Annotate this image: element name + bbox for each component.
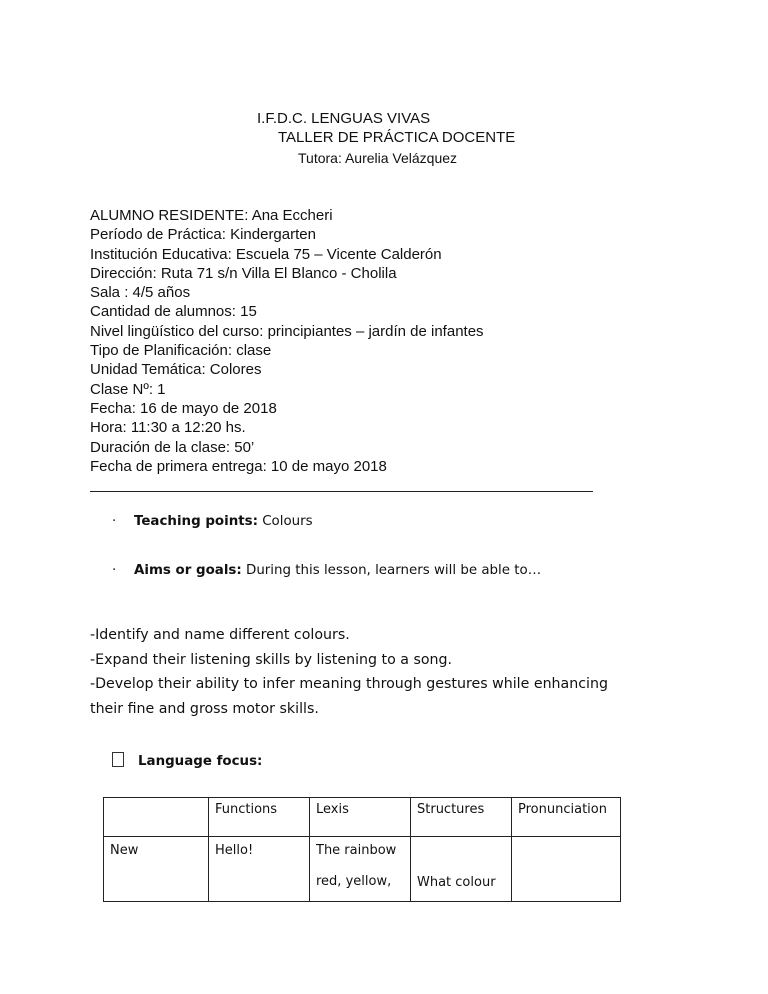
table-cell-pronunciation: [512, 837, 621, 902]
info-line: Hora: 11:30 a 12:20 hs.: [90, 419, 246, 437]
table-header-cell: Structures: [411, 798, 512, 837]
objectives-list: [90, 623, 670, 721]
structures-line: [417, 843, 505, 859]
language-focus-heading: [112, 752, 262, 769]
objective-line: their fine and gross motor skills.: [90, 700, 319, 717]
table-row: [104, 837, 621, 902]
table-cell-row-label: New: [104, 837, 209, 902]
table-cell-lexis: [310, 837, 411, 902]
bullet-marker: ·: [112, 563, 117, 578]
objective-line: -Identify and name different colours.: [90, 627, 350, 643]
workshop-title: TALLER DE PRÁCTICA DOCENTE: [278, 129, 516, 146]
info-line: Institución Educativa: Escuela 75 – Vicente Calderón: [90, 245, 442, 263]
info-line: Fecha de primera entrega: 10 de mayo 2018: [90, 457, 387, 475]
objective-line: -Develop their ability to infer meaning through gestures while enhancing: [90, 676, 608, 692]
table-cell-functions: Hello!: [209, 837, 310, 902]
bullet-marker: ·: [112, 514, 117, 529]
aims-item: [112, 563, 541, 578]
info-line: Cantidad de alumnos: 15: [90, 303, 257, 321]
lesson-info-block: [90, 206, 484, 476]
language-focus-label: Language focus:: [138, 754, 263, 769]
aims-label: Aims or goals:: [134, 563, 242, 578]
info-line: Fecha: 16 de mayo de 2018: [90, 399, 277, 417]
info-line: Unidad Temática: Colores: [90, 361, 262, 379]
table-cell-structures: [411, 837, 512, 902]
info-line: Duración de la clase: 50’: [90, 438, 255, 456]
info-line: Clase Nº: 1: [90, 380, 166, 398]
institution-title: I.F.D.C. LENGUAS VIVAS: [257, 110, 431, 127]
checkbox-glyph-icon: [112, 752, 124, 767]
teaching-points-item: [112, 514, 313, 529]
table-header-row: [104, 798, 621, 837]
lexis-line: The rainbow: [316, 843, 397, 858]
tutor-line: Tutora: Aurelia Velázquez: [298, 150, 458, 166]
teaching-points-text: Colours: [257, 514, 313, 529]
table-header-cell: Functions: [209, 798, 310, 837]
info-line: Nivel lingüístico del curso: principiantes – jardín de infantes: [90, 322, 484, 340]
aims-text: During this lesson, learners will be able to…: [241, 563, 542, 578]
table-header-cell: [104, 798, 209, 837]
teaching-points-label: Teaching points:: [134, 514, 258, 529]
table-header-cell: Pronunciation: [512, 798, 621, 837]
info-line: Tipo de Planificación: clase: [90, 342, 272, 360]
objective-line: -Expand their listening skills by listening to a song.: [90, 651, 453, 668]
language-focus-table: [103, 797, 621, 902]
info-line: Período de Práctica: Kindergarten: [90, 226, 316, 244]
info-line: ALUMNO RESIDENTE: Ana Eccheri: [90, 207, 333, 224]
table-header-cell: Lexis: [310, 798, 411, 837]
info-line: Dirección: Ruta 71 s/n Villa El Blanco - Cholila: [90, 264, 397, 282]
structures-line: What colour: [417, 875, 496, 890]
info-line: Sala : 4/5 años: [90, 284, 191, 302]
section-divider: [90, 491, 593, 492]
lexis-line: red, yellow,: [316, 874, 392, 889]
